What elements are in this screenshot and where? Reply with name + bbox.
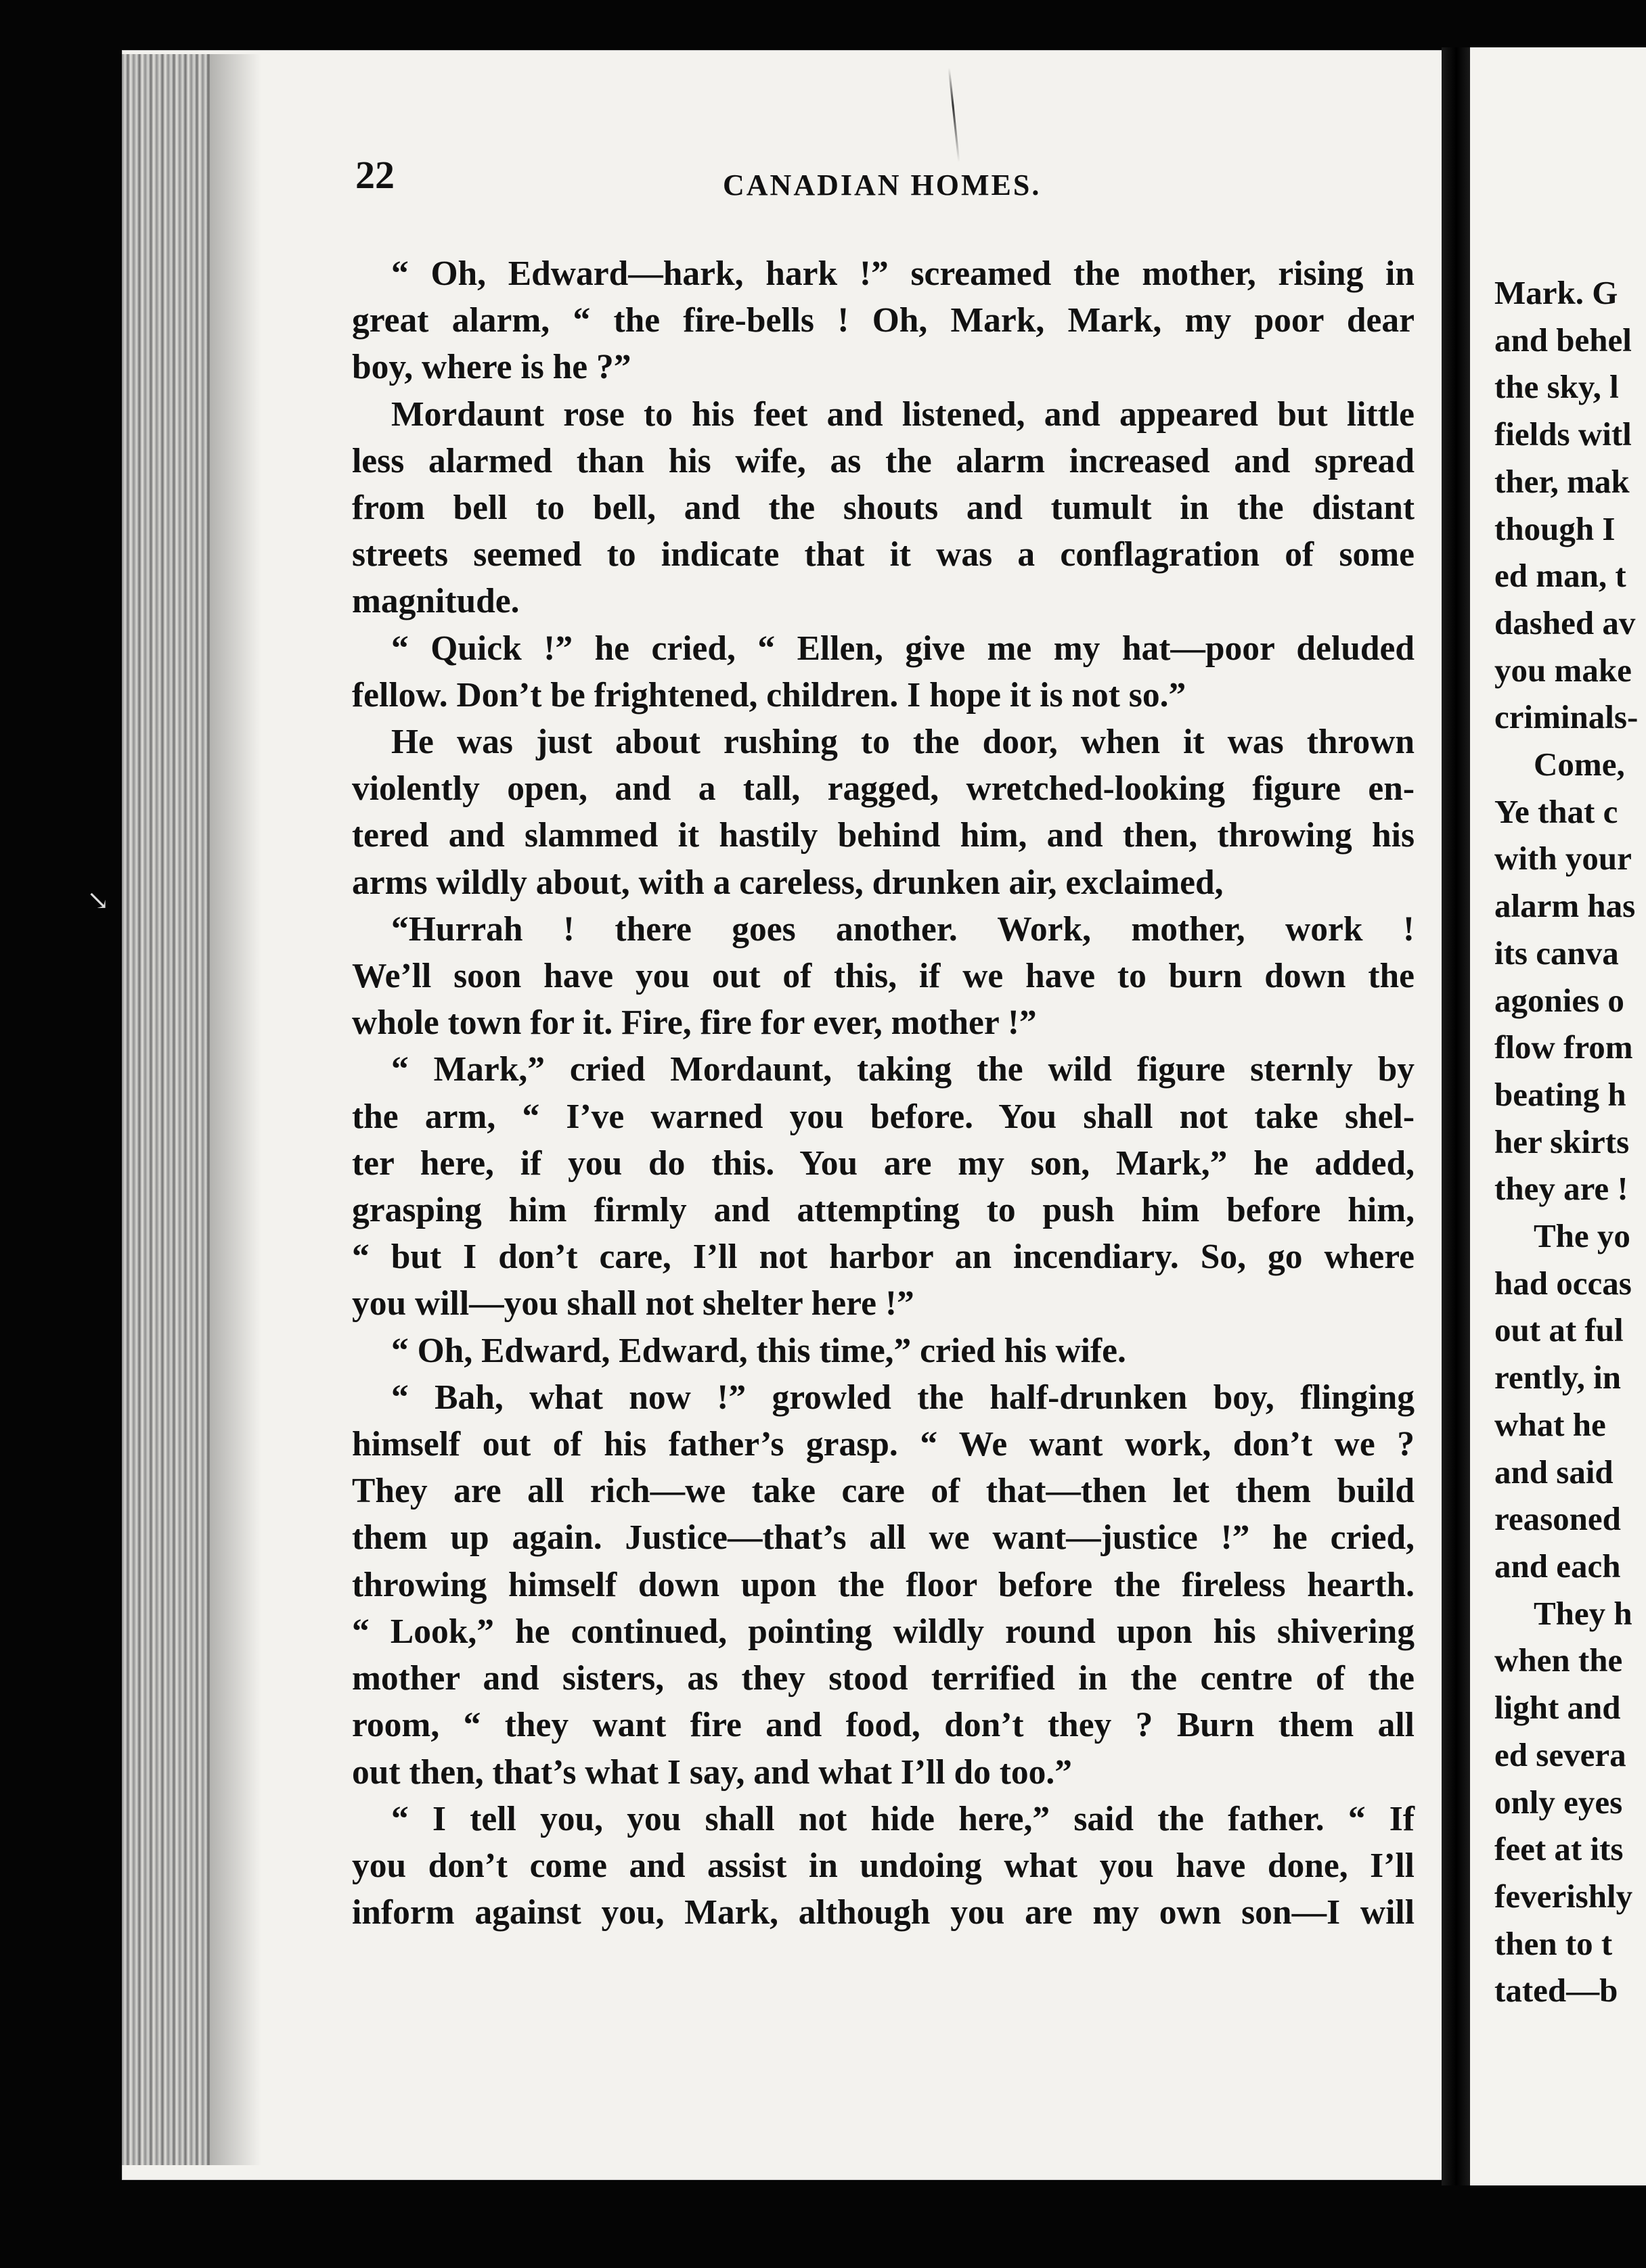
text-line: them up again. Justice—that’s all we want—justice !” he cried, bbox=[352, 1518, 1415, 1558]
text-line: streets seemed to indicate that it was a conflagration of some bbox=[352, 535, 1415, 574]
text-line: “ but I don’t care, I’ll not harbor an incendiary. So, go where bbox=[352, 1238, 1415, 1277]
text-line: beating h bbox=[1494, 1075, 1626, 1113]
text-line: arms wildly about, with a careless, drunken air, exclaimed, bbox=[352, 863, 1224, 902]
left-page-body bbox=[352, 250, 1415, 1936]
text-line: with your bbox=[1494, 840, 1632, 878]
page-number: 22 bbox=[355, 153, 395, 197]
text-line: they are ! bbox=[1494, 1170, 1628, 1208]
text-line: you make bbox=[1494, 651, 1632, 689]
text-line: “ Mark,” cried Mordaunt, taking the wild figure sternly by bbox=[391, 1050, 1415, 1089]
text-line: Come, bbox=[1534, 746, 1625, 784]
text-line: and behel bbox=[1494, 321, 1632, 359]
text-line: had occas bbox=[1494, 1264, 1632, 1302]
text-line: what he bbox=[1494, 1405, 1606, 1443]
text-line: feverishly bbox=[1494, 1877, 1633, 1915]
text-line: reasoned bbox=[1494, 1500, 1621, 1538]
text-line: rently, in bbox=[1494, 1359, 1621, 1397]
text-line: ther, mak bbox=[1494, 462, 1630, 500]
text-line: the sky, l bbox=[1494, 368, 1619, 406]
running-head-title: CANADIAN HOMES. bbox=[723, 168, 1042, 202]
text-line: throwing himself down upon the floor before the fireless hearth. bbox=[352, 1565, 1415, 1604]
text-line: “ Quick !” he cried, “ Ellen, give me my hat—poor deluded bbox=[391, 629, 1415, 668]
text-line: “ I tell you, you shall not hide here,” said the father. “ If bbox=[391, 1799, 1415, 1838]
text-line: out then, that’s what I say, and what I’ll do too.” bbox=[352, 1752, 1073, 1792]
text-line: you don’t come and assist in undoing what you have done, I’ll bbox=[352, 1846, 1415, 1885]
text-line: “ Oh, Edward—hark, hark !” screamed the mother, rising in bbox=[391, 254, 1415, 293]
page-edges bbox=[122, 54, 210, 2165]
text-line: mother and sisters, as they stood terrified in the centre of the bbox=[352, 1659, 1415, 1698]
text-line: room, “ they want fire and food, don’t they ? Burn them all bbox=[352, 1706, 1415, 1745]
text-line: you will—you shall not shelter here !” bbox=[352, 1284, 914, 1323]
text-line: grasping him firmly and attempting to push him before him, bbox=[352, 1191, 1415, 1230]
text-line: He was just about rushing to the door, when it was thrown bbox=[391, 723, 1415, 762]
text-line: out at ful bbox=[1494, 1311, 1624, 1349]
text-line: “ Oh, Edward, Edward, this time,” cried his wife. bbox=[391, 1331, 1126, 1370]
text-line: dashed av bbox=[1494, 604, 1636, 641]
book-gutter bbox=[1442, 47, 1474, 2185]
text-line: though I bbox=[1494, 509, 1616, 547]
text-line: the arm, “ I’ve warned you before. You shall not take shel- bbox=[352, 1097, 1415, 1136]
text-line: light and bbox=[1494, 1689, 1621, 1727]
text-line: agonies o bbox=[1494, 981, 1624, 1019]
text-line: Mordaunt rose to his feet and listened, and appeared but little bbox=[391, 394, 1415, 434]
text-line: whole town for it. Fire, fire for ever, mother !” bbox=[352, 1003, 1037, 1043]
margin-mark: ↘ bbox=[87, 885, 110, 916]
text-line: himself out of his father’s grasp. “ We want work, don’t we ? bbox=[352, 1425, 1415, 1464]
text-line: They h bbox=[1534, 1594, 1632, 1632]
text-line: Mark. G bbox=[1494, 274, 1618, 311]
text-line: great alarm, “ the fire-bells ! Oh, Mark, Mark, my poor dear bbox=[352, 301, 1415, 340]
text-line: then to t bbox=[1494, 1924, 1613, 1962]
text-line: and each bbox=[1494, 1547, 1621, 1585]
text-line: ed severa bbox=[1494, 1736, 1626, 1773]
page-edge-shadow bbox=[207, 54, 261, 2165]
text-line: We’ll soon have you out of this, if we have to burn down the bbox=[352, 957, 1415, 996]
text-line: and said bbox=[1494, 1453, 1614, 1491]
text-line: less alarmed than his wife, as the alarm increased and spread bbox=[352, 441, 1415, 480]
text-line: alarm has bbox=[1494, 887, 1636, 925]
text-line: from bell to bell, and the shouts and tumult in the distant bbox=[352, 489, 1415, 528]
text-line: ed man, t bbox=[1494, 557, 1626, 595]
text-line: its canva bbox=[1494, 934, 1619, 972]
text-line: inform against you, Mark, although you are my own son—I will bbox=[352, 1893, 1415, 1932]
text-line: tated—b bbox=[1494, 1972, 1618, 2010]
text-line: violently open, and a tall, ragged, wretched-looking figure en- bbox=[352, 769, 1415, 809]
text-line: when the bbox=[1494, 1641, 1623, 1679]
text-line: flow from bbox=[1494, 1028, 1633, 1066]
right-page-body bbox=[1494, 269, 1646, 2014]
text-line: “Hurrah ! there goes another. Work, mother, work ! bbox=[391, 909, 1415, 949]
text-line: tered and slammed it hastily behind him, and then, throwing his bbox=[352, 816, 1415, 855]
text-line: “ Bah, what now !” growled the half-drunken boy, flinging bbox=[391, 1378, 1415, 1417]
text-line: They are all rich—we take care of that—then let them build bbox=[352, 1472, 1415, 1511]
text-line: magnitude. bbox=[352, 582, 520, 621]
text-line: feet at its bbox=[1494, 1830, 1624, 1868]
text-line: ter here, if you do this. You are my son, Mark,” he added, bbox=[352, 1143, 1415, 1183]
text-line: criminals- bbox=[1494, 698, 1639, 736]
text-line: The yo bbox=[1534, 1217, 1630, 1255]
text-line: her skirts bbox=[1494, 1122, 1630, 1160]
text-line: Ye that c bbox=[1494, 792, 1618, 830]
text-line: fields witl bbox=[1494, 415, 1632, 453]
text-line: only eyes bbox=[1494, 1783, 1623, 1821]
text-line: boy, where is he ?” bbox=[352, 348, 631, 387]
text-line: fellow. Don’t be frightened, children. I hope it is not so.” bbox=[352, 675, 1186, 715]
text-line: “ Look,” he continued, pointing wildly round upon his shivering bbox=[352, 1612, 1415, 1651]
